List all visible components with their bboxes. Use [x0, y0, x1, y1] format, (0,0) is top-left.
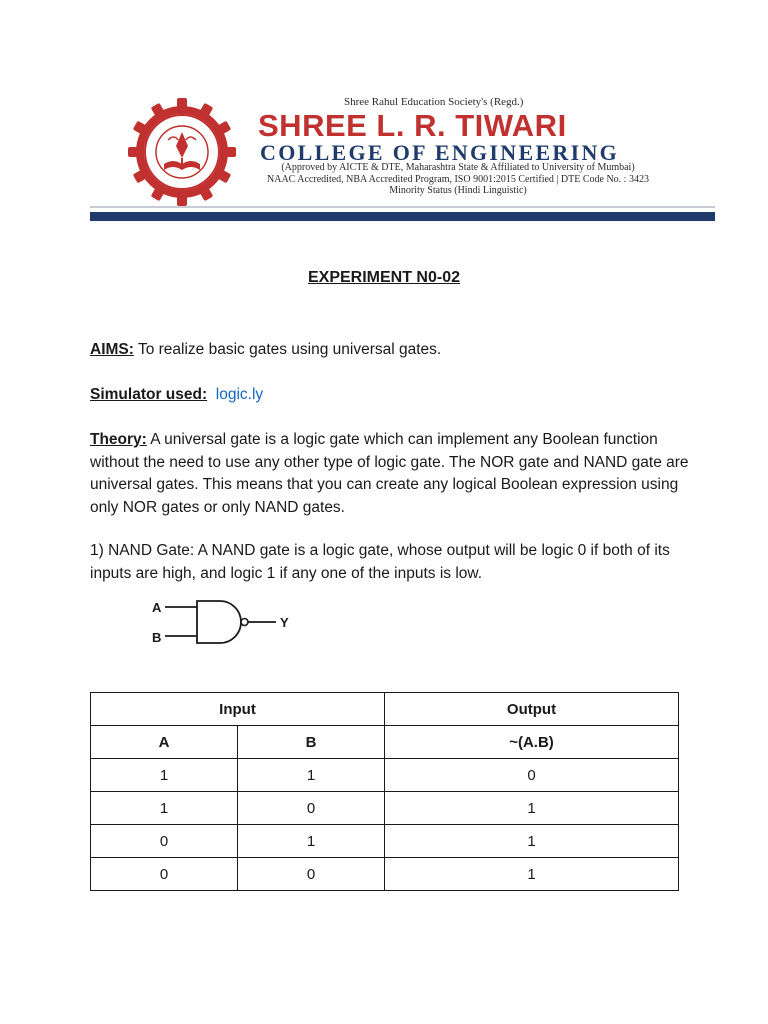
table-cell: 0: [238, 858, 385, 891]
table-group-header-row: [91, 693, 679, 726]
table-cell: 1: [91, 792, 238, 825]
table-row: [91, 825, 679, 858]
nand-truth-table: [90, 692, 679, 891]
column-header-output: ~(A.B): [385, 726, 679, 759]
simulator-link[interactable]: logic.ly: [215, 386, 264, 403]
accreditation-line: NAAC Accredited, NBA Accredited Program, ISO 9001:2015 Certified | DTE Code No. : 3423: [267, 173, 649, 185]
approval-line: (Approved by AICTE & DTE, Maharashtra State & Affiliated to University of Mumbai): [281, 162, 635, 173]
column-header-b: B: [238, 726, 385, 759]
table-cell: 1: [238, 825, 385, 858]
table-cell: 0: [385, 759, 679, 792]
simulator-label: Simulator used:: [90, 386, 208, 403]
college-name: SHREE L. R. TIWARI: [258, 108, 567, 143]
theory-paragraph: [90, 429, 690, 519]
nand-gate-diagram: [148, 598, 298, 650]
table-row: [91, 792, 679, 825]
table-cell: 1: [385, 858, 679, 891]
simulator-paragraph: [90, 384, 690, 407]
aims-text: To realize basic gates using universal gates.: [133, 341, 442, 358]
header-divider-bar: [90, 212, 715, 221]
approval-text: [228, 162, 688, 197]
aims-label: AIMS:: [90, 341, 134, 358]
experiment-title: EXPERIMENT N0-02: [307, 269, 461, 286]
table-cell: 1: [91, 759, 238, 792]
theory-text: A universal gate is a logic gate which can implement any Boolean function without the need to use any other type of logic gate. The NOR gate and NAND gate are universal gates. This means that you can create any logical Boolean expression using only NOR gates or only NAND gates.: [90, 431, 689, 516]
column-header-a: A: [91, 726, 238, 759]
college-logo-icon: [128, 98, 236, 206]
gate-input-a-label: A: [152, 600, 162, 615]
minority-status-line: Minority Status (Hindi Linguistic): [389, 185, 527, 196]
table-cell: 1: [238, 759, 385, 792]
aims-paragraph: [90, 339, 690, 362]
college-header: [90, 90, 715, 215]
table-column-header-row: [91, 726, 679, 759]
nand-gate-symbol-icon: [165, 601, 276, 643]
table-cell: 0: [91, 858, 238, 891]
theory-label: Theory:: [90, 431, 147, 448]
table-cell: 1: [385, 825, 679, 858]
nand-description: 1) NAND Gate: A NAND gate is a logic gate, whose output will be logic 0 if both of its inputs are high, and logic 1 if any one of the inputs is low.: [90, 542, 670, 582]
table-cell: 0: [238, 792, 385, 825]
header-divider-thin: [90, 206, 715, 208]
input-group-header: Input: [91, 693, 385, 726]
table-cell: 1: [385, 792, 679, 825]
table-row: [91, 759, 679, 792]
table-row: [91, 858, 679, 891]
society-name: Shree Rahul Education Society's (Regd.): [344, 96, 524, 108]
gate-input-b-label: B: [152, 630, 162, 645]
table-cell: 0: [91, 825, 238, 858]
output-group-header: Output: [385, 693, 679, 726]
college-subtitle: COLLEGE OF ENGINEERING: [260, 140, 620, 165]
gate-output-y-label: Y: [280, 615, 289, 630]
